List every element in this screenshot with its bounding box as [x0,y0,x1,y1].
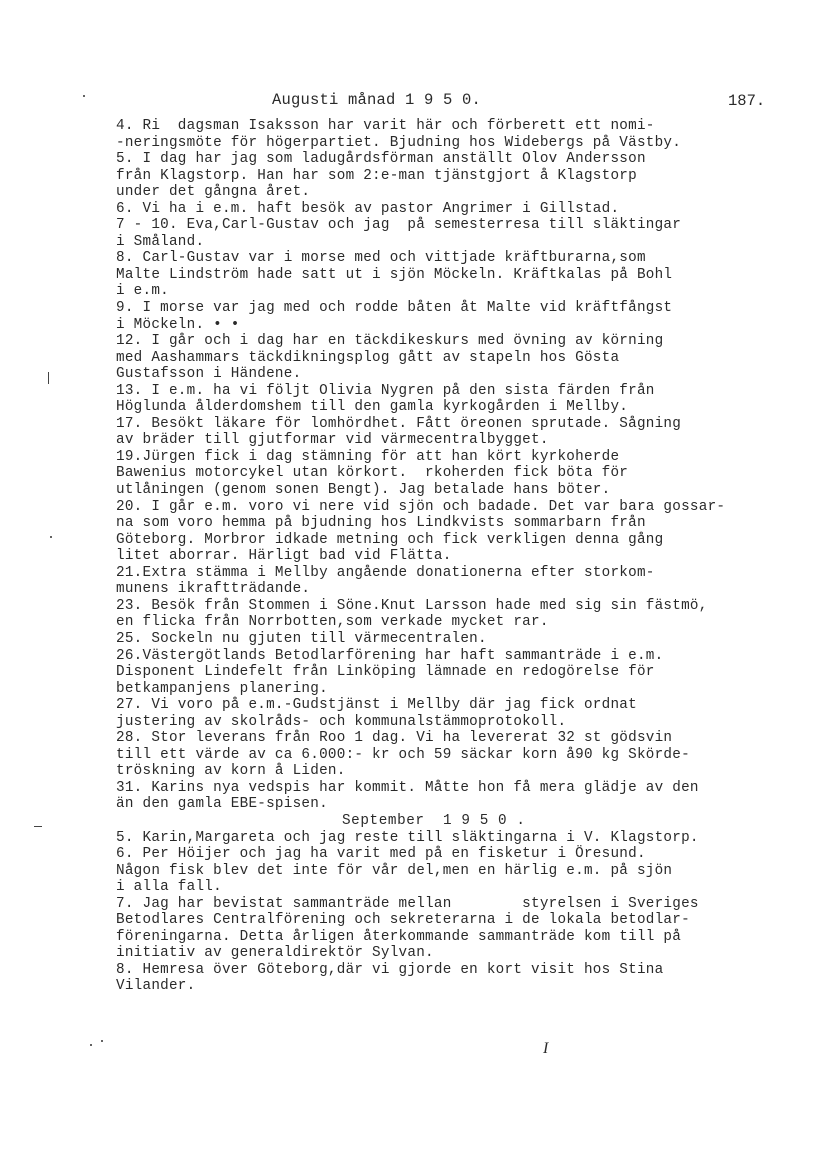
entry-line: Gustafsson i Händene. [116,366,302,383]
entry-line: 25. Sockeln nu gjuten till värmecentralen. [116,630,487,647]
speck-mark [83,95,85,97]
margin-tick [34,826,42,827]
speck-mark [101,1040,103,1042]
entry-line: av bräder till gjutformar vid värmecentralbygget. [116,432,549,449]
margin-tick [48,372,49,384]
entry-line: under det gångna året. [116,184,311,201]
entry-line: i Småland. [116,233,205,250]
entry-line: Betodlares Centralförening och sekreterarna i de lokala betodlar- [116,912,690,929]
section-title: September 1 9 5 0 . [342,812,526,829]
speck-mark [90,1044,92,1046]
entry-line: 4. Ri dagsman Isaksson har varit här och förberett ett nomi- [116,118,655,134]
entry-line: 6. Vi ha i e.m. haft besök av pastor Angrimer i Gillstad. [116,200,620,217]
entry-line: till ett värde av ca 6.000:- kr och 59 säckar korn å90 kg Skörde- [116,746,690,763]
entry-line: 28. Stor leverans från Roo 1 dag. Vi ha levererat 32 st gödsvin [116,730,673,747]
diary-body [116,118,806,995]
entry-line: 9. I morse var jag med och rodde båten åt Malte vid kräftfångst [116,300,673,317]
entry-line: 13. I e.m. ha vi följt Olivia Nygren på den sista färden från [116,382,655,399]
footer-mark: I [543,1040,549,1057]
entry-line: i alla fall. [116,879,222,896]
entry-line: litet aborrar. Härligt bad vid Flätta. [116,548,452,565]
entry-line: med Aashammars täckdikningsplog gått av stapeln hos Gösta [116,349,620,366]
entry-line: Någon fisk blev det inte för vår del,men en härlig e.m. på sjön [116,862,673,879]
entry-line: 6. Per Höijer och jag ha varit med på en fisketur i Öresund. [116,846,646,863]
entry-line: utlåningen (genom sonen Bengt). Jag betalade hans böter. [116,482,611,499]
entry-line: Göteborg. Morbror idkade metning och fick verkligen denna gång [116,531,664,548]
entry-line: Malte Lindström hade satt ut i sjön Möckeln. Kräftkalas på Bohl [116,266,673,283]
entry-line: 7 - 10. Eva,Carl-Gustav och jag på semesterresa till släktingar [116,217,682,234]
entry-line: föreningarna. Detta årligen återkommande sammanträde kom till på [116,928,682,945]
entry-line: 5. I dag har jag som ladugårdsförman anställt Olov Andersson [116,151,646,168]
entry-line: munens ikraftträdande. [116,581,311,598]
entry-line: 23. Besök från Stommen i Söne.Knut Larsson hade med sig sin fästmö, [116,597,708,614]
entry-line: -neringsmöte för högerpartiet. Bjudning hos Widebergs på Västby. [116,134,682,151]
entry-line: 26.Västergötlands Betodlarförening har haft sammanträde i e.m. [116,647,664,664]
entry-line: från Klagstorp. Han har som 2:e-man tjänstgjort å Klagstorp [116,167,637,184]
entry-line: än den gamla EBE-spisen. [116,796,328,813]
entry-line: 8. Carl-Gustav var i morse med och vittjade kräftburarna,som [116,250,646,267]
entry-line: na som voro hemma på bjudning hos Lindkvists sommarbarn från [116,515,646,532]
entry-line: 20. I går e.m. voro vi nere vid sjön och badade. Det var bara gossar- [116,498,726,515]
entry-line: 17. Besökt läkare för lomhördhet. Fått öreonen sprutade. Sågning [116,415,682,432]
entry-line: 5. Karin,Margareta och jag reste till släktingarna i V. Klagstorp. [116,829,699,846]
entry-line: 19.Jürgen fick i dag stämning för att han kört kyrkoherde [116,448,620,465]
entry-line: initiativ av generaldirektör Sylvan. [116,945,434,962]
entry-line: justering av skolråds- och kommunalstämmoprotokoll. [116,713,567,730]
entry-line: 21.Extra stämma i Mellby angående donationerna efter storkom- [116,564,655,581]
month-title: Augusti månad 1 9 5 0. [272,91,482,109]
entry-line: Bawenius motorcykel utan körkort. rkoherden fick böta för [116,465,629,482]
entry-line: 12. I går och i dag har en täckdikeskurs med övning av körning [116,333,664,350]
page-number: 187. [728,92,766,110]
entry-line: i Möckeln. • • [116,316,240,333]
entry-line: i e.m. [116,283,169,300]
entry-line: 7. Jag har bevistat sammanträde mellan styrelsen i Sveriges [116,895,699,912]
entry-line: Disponent Lindefelt från Linköping lämnade en redogörelse för [116,664,655,681]
entry-line: 27. Vi voro på e.m.-Gudstjänst i Mellby där jag fick ordnat [116,697,637,714]
entry-line: 31. Karins nya vedspis har kommit. Måtte hon få mera glädje av den [116,779,699,796]
speck-mark [50,536,52,538]
entry-line: 8. Hemresa över Göteborg,där vi gjorde en kort visit hos Stina [116,961,664,978]
entry-line: Vilander. [116,978,196,995]
entry-line: betkampanjens planering. [116,680,328,697]
entry-line: Höglunda ålderdomshem till den gamla kyrkogården i Mellby. [116,399,629,416]
entry-line: en flicka från Norrbotten,som verkade mycket rar. [116,614,549,631]
page-header [0,91,819,113]
entry-line: tröskning av korn å Liden. [116,763,346,780]
